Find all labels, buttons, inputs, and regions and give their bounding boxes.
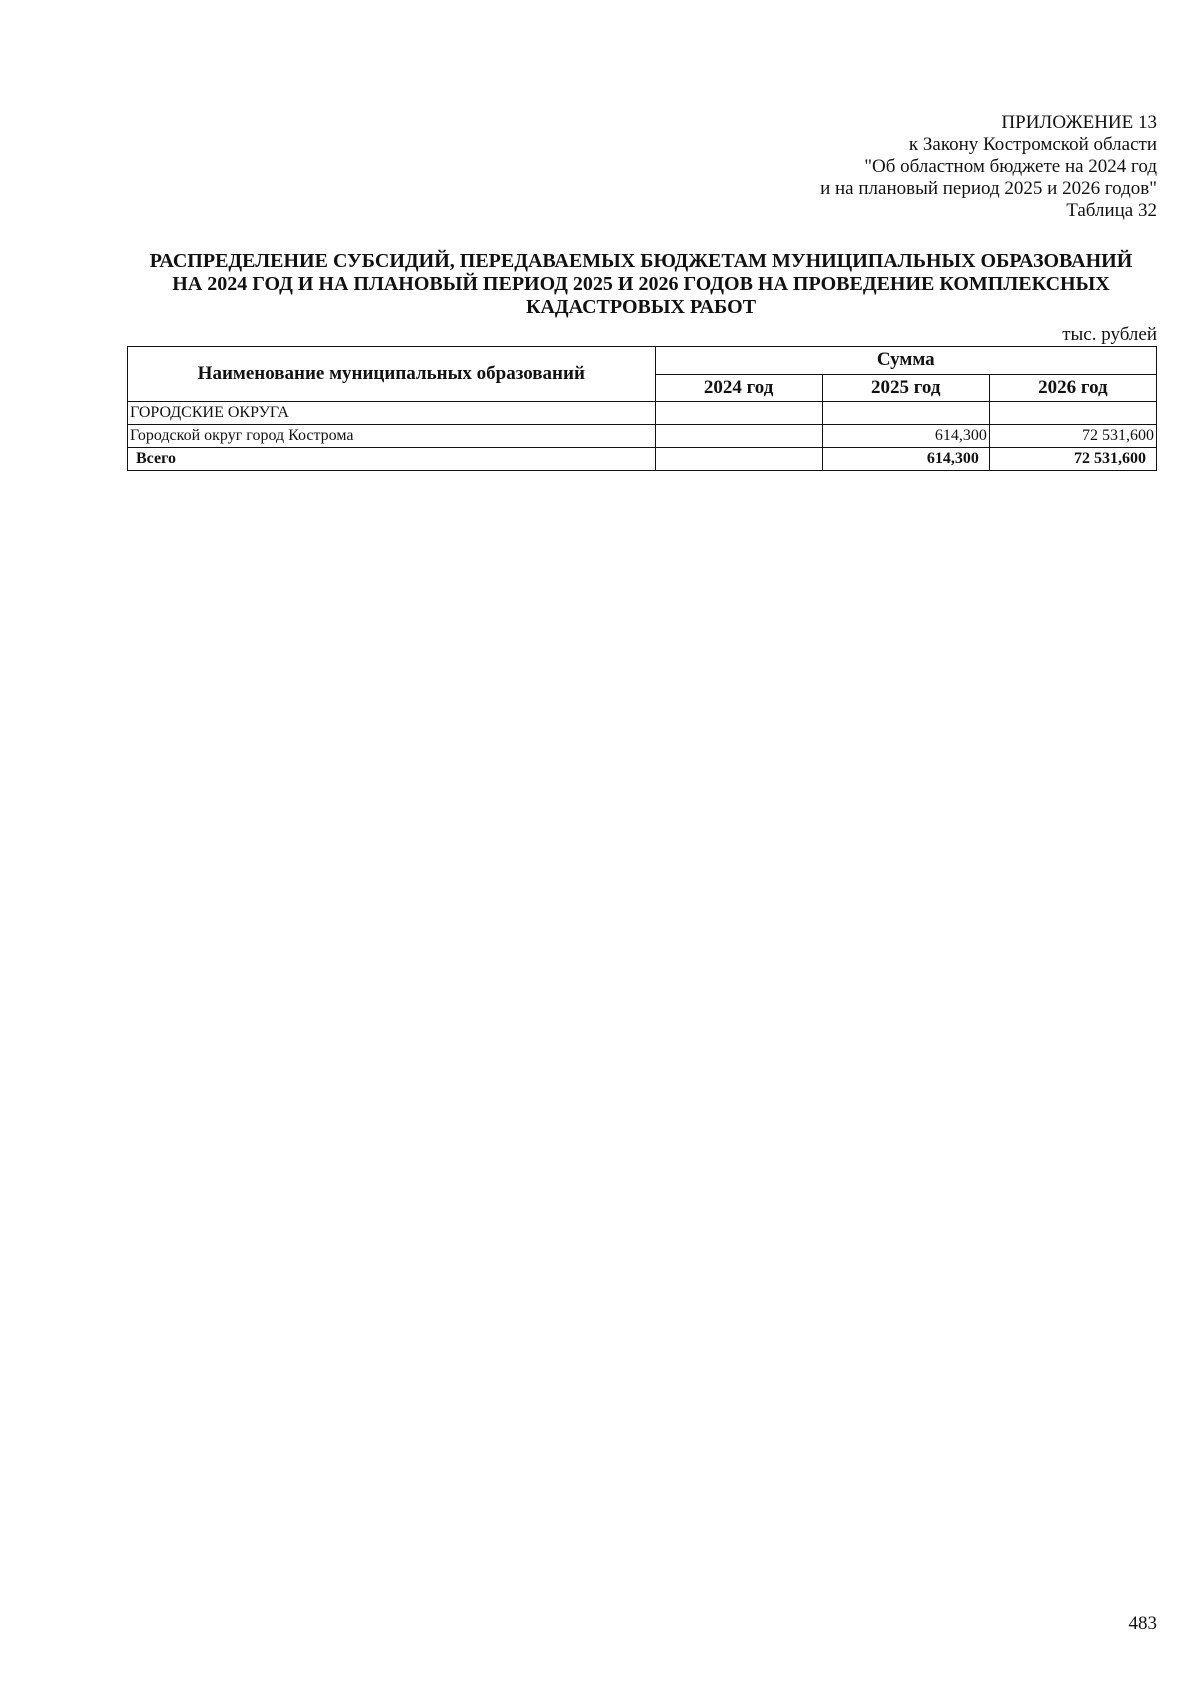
row-value-2025: 614,300 <box>822 425 989 448</box>
column-header-2025: 2025 год <box>822 374 989 402</box>
column-header-2024: 2024 год <box>655 374 822 402</box>
units-label: тыс. рублей <box>1062 324 1157 345</box>
appendix-law-period: и на плановый период 2025 и 2026 годов" <box>820 178 1157 199</box>
appendix-law-ref: к Закону Костромской области <box>908 134 1157 155</box>
table-row <box>128 402 1157 425</box>
total-value-2024 <box>655 448 822 471</box>
row-value-2024 <box>655 425 822 448</box>
total-label: Всего <box>128 448 656 471</box>
row-value-2024 <box>655 402 822 425</box>
appendix-number: ПРИЛОЖЕНИЕ 13 <box>1001 112 1157 133</box>
appendix-header <box>820 112 1157 222</box>
total-value-2026: 72 531,600 <box>989 448 1156 471</box>
column-header-2026: 2026 год <box>989 374 1156 402</box>
row-value-2026 <box>989 402 1156 425</box>
table-number: Таблица 32 <box>1066 200 1157 221</box>
column-header-name: Наименование муниципальных образований <box>128 347 656 402</box>
subsidy-table <box>127 346 1157 471</box>
title-line-1: РАСПРЕДЕЛЕНИЕ СУБСИДИЙ, ПЕРЕДАВАЕМЫХ БЮДЖЕТАМ МУНИЦИПАЛЬНЫХ ОБРАЗОВАНИЙ <box>149 250 1133 272</box>
table-row <box>128 425 1157 448</box>
page-number: 483 <box>1128 1613 1157 1634</box>
row-value-2026: 72 531,600 <box>989 425 1156 448</box>
total-value-2025: 614,300 <box>822 448 989 471</box>
table-header-row <box>128 347 1157 375</box>
row-name: Городской округ город Кострома <box>128 425 656 448</box>
document-title <box>126 250 1156 319</box>
title-line-2: НА 2024 ГОД И НА ПЛАНОВЫЙ ПЕРИОД 2025 И 2026 ГОДОВ НА ПРОВЕДЕНИЕ КОМПЛЕКСНЫХ <box>172 273 1110 295</box>
row-value-2025 <box>822 402 989 425</box>
title-line-3: КАДАСТРОВЫХ РАБОТ <box>525 296 757 318</box>
row-name: ГОРОДСКИЕ ОКРУГА <box>128 402 656 425</box>
appendix-law-title: "Об областном бюджете на 2024 год <box>864 156 1157 177</box>
table-total-row <box>128 448 1157 471</box>
column-header-sum: Сумма <box>655 347 1156 375</box>
